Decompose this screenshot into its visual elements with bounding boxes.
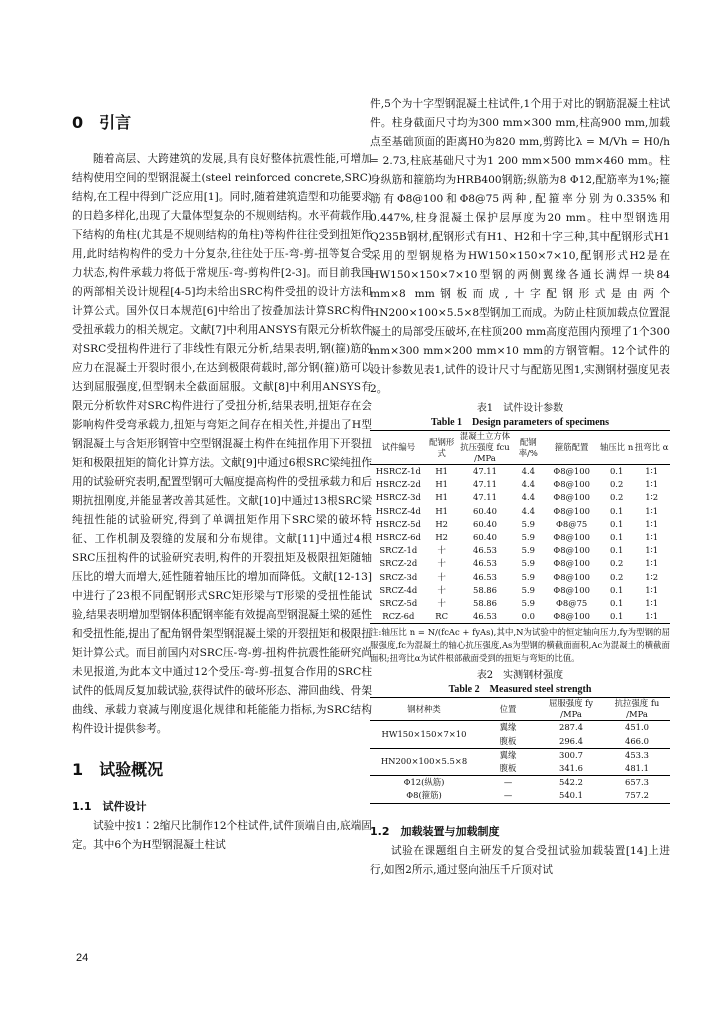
table1-row bbox=[370, 610, 670, 624]
table1-cell: H1 bbox=[435, 479, 448, 490]
table1-cell: 5.9 bbox=[521, 545, 535, 556]
table1-cell: SRCZ-5d bbox=[379, 598, 418, 609]
table2-cell: 451.0 bbox=[625, 722, 649, 733]
table2-cell: 466.0 bbox=[625, 735, 649, 746]
design-subheading: 1.1 试件设计 bbox=[72, 800, 147, 813]
table1-note: 注:轴压比 n = N/(fcAc + fyAs),其中,N为试验中的恒定轴向压力,fy为型钢的屈服强度,fc为混凝土的轴心抗压强度,As为型钢的横截面面积,Ac为混凝土的横截面面积;扭弯比α为试件根部截面受到的扭矩与弯矩的比值。 bbox=[370, 627, 670, 664]
table1-cell: Φ8@100 bbox=[553, 611, 590, 622]
table1-cell: 0.1 bbox=[609, 598, 624, 609]
table1-cell: 0.1 bbox=[609, 584, 624, 595]
table1-cell: 46.53 bbox=[472, 558, 497, 569]
table2-header: 位置 bbox=[499, 703, 517, 714]
table1-cell: 46.53 bbox=[472, 571, 497, 582]
table1-row bbox=[370, 531, 670, 544]
table1-cell: 5.9 bbox=[521, 532, 535, 543]
table1-cell: 60.40 bbox=[472, 505, 497, 516]
table1-cell: 46.53 bbox=[472, 611, 497, 622]
table1-row bbox=[370, 571, 670, 584]
loading-paragraph: 试验在课题组自主研发的复合受扭试验加载装置[14]上进行,如图2所示,通过竖向油压千斤顶对试 bbox=[370, 844, 670, 876]
table2-cell: Φ12(纵筋) bbox=[403, 777, 445, 788]
table1-row bbox=[370, 597, 670, 610]
table1 bbox=[370, 430, 670, 624]
table1-cell: 0.1 bbox=[609, 532, 624, 543]
table2-cell: — bbox=[503, 790, 513, 801]
table2-cell: 296.4 bbox=[559, 735, 583, 746]
table2-header: 钢材种类 bbox=[407, 703, 441, 714]
table1-row bbox=[370, 478, 670, 491]
table2-cell: 481.1 bbox=[625, 763, 649, 774]
table1-cell: 1∶1 bbox=[645, 532, 659, 543]
table1-cell: 5.9 bbox=[521, 558, 535, 569]
table1-cell: 1∶1 bbox=[645, 466, 659, 476]
table1-cell: Φ8@100 bbox=[553, 479, 590, 490]
experiment-heading: 1 试验概况 bbox=[72, 760, 164, 779]
table1-cell: 0.2 bbox=[609, 492, 624, 503]
table1-row bbox=[370, 491, 670, 504]
table1-row bbox=[370, 465, 670, 479]
table1-cell: RC bbox=[435, 611, 449, 622]
intro-heading: 0 引言 bbox=[72, 113, 132, 132]
table1-cell: HSRCZ-4d bbox=[375, 505, 421, 516]
table1-cell: 十 bbox=[437, 558, 446, 569]
table2-cell: 287.4 bbox=[559, 722, 583, 733]
table1-cell: 0.1 bbox=[609, 518, 624, 529]
table1-header: 混凝土立方体抗压强度 fcu /MPa bbox=[459, 431, 511, 463]
table2-row bbox=[370, 789, 670, 803]
table1-cell: 5.9 bbox=[521, 571, 535, 582]
table1-cell: SRCZ-4d bbox=[379, 584, 418, 595]
table1-cell: 十 bbox=[437, 545, 446, 556]
table1-cell: Φ8@100 bbox=[553, 492, 590, 503]
table1-cell: 60.40 bbox=[472, 532, 497, 543]
table2-cell: 341.6 bbox=[559, 763, 583, 774]
table1-cell: 十 bbox=[437, 598, 446, 609]
table1-cell: RCZ-6d bbox=[382, 611, 415, 622]
table1-cell: 0.2 bbox=[609, 479, 624, 490]
table2-cell: Φ8(箍筋) bbox=[406, 790, 442, 801]
table1-header: 配钢形式 bbox=[429, 436, 455, 458]
table1-cell: 0.1 bbox=[609, 466, 624, 476]
table1-cell: 十 bbox=[437, 584, 446, 595]
table1-header: 试件编号 bbox=[381, 442, 416, 452]
table2-cell: 542.2 bbox=[559, 777, 583, 788]
table1-cell: H2 bbox=[435, 532, 448, 543]
table2-cell: 翼缘 bbox=[499, 722, 517, 733]
table1-cell: 0.0 bbox=[521, 611, 535, 622]
table2-cell: 300.7 bbox=[559, 749, 583, 760]
design-paragraph: 试验中按1∶2缩尺比制作12个柱试件,试件顶端自由,底端固定。其中6个为H型钢混凝土柱试 bbox=[72, 820, 372, 851]
table1-cell: SRCZ-1d bbox=[379, 545, 418, 556]
table2-row bbox=[370, 748, 670, 762]
table2-cell: 腹板 bbox=[499, 763, 517, 774]
table1-cell: HSRCZ-3d bbox=[375, 492, 421, 503]
table1-cell: 5.9 bbox=[521, 584, 535, 595]
table1-cell: Φ8@100 bbox=[553, 545, 590, 556]
table1-cell: HSRCZ-6d bbox=[375, 532, 421, 543]
table1-cell: 60.40 bbox=[472, 518, 497, 529]
table1-cell: HSRCZ-1d bbox=[375, 466, 421, 476]
table1-row bbox=[370, 505, 670, 518]
table1-cell: 十 bbox=[437, 571, 446, 582]
table2-cell: 453.3 bbox=[625, 749, 649, 760]
table1-cell: 0.1 bbox=[609, 611, 624, 622]
table2-row bbox=[370, 776, 670, 790]
table1-cell: 1∶1 bbox=[645, 584, 659, 595]
table1-cell: Φ8@100 bbox=[553, 571, 590, 582]
table2 bbox=[370, 697, 670, 803]
table1-cell: 47.11 bbox=[472, 466, 497, 476]
table1-cell: 46.53 bbox=[472, 545, 497, 556]
table1-cell: Φ8@100 bbox=[553, 532, 590, 543]
table2-header: 抗拉强度 fu /MPa bbox=[614, 698, 660, 720]
table1-cell: 1∶1 bbox=[645, 558, 659, 569]
table2-cell: — bbox=[503, 777, 513, 788]
table1-cell: HSRCZ-2d bbox=[375, 479, 421, 490]
table1-cell: 1∶2 bbox=[645, 492, 659, 503]
table1-cell: 0.1 bbox=[609, 545, 624, 556]
table2-cell: 540.1 bbox=[559, 790, 583, 801]
left-column bbox=[72, 90, 372, 855]
table2-cell: HN200×100×5.5×8 bbox=[380, 756, 468, 767]
table1-cell: Φ8@100 bbox=[553, 505, 590, 516]
table1-row bbox=[370, 544, 670, 557]
table1-cell: 1∶1 bbox=[645, 518, 659, 529]
table1-cell: H1 bbox=[435, 492, 448, 503]
table2-cell: HW150×150×7×10 bbox=[381, 729, 467, 740]
intro-paragraph: 随着高层、大跨建筑的发展,具有良好整体抗震性能,可增加结构使用空间的型钢混凝土(steel reinforced concrete,SRC)结构,在工程中得到广泛应用[1]。同时,随着建筑造型和功能要求的日趋多样化,出现了大量体型复杂的不规则结构。水平荷载作用下结构的角柱(尤其是不规则结构的角柱)等构件往往受到扭矩作用,此时结构构件的受力十分复杂,往往处于压-弯-剪-扭等复合受力状态,构件承载力将低于常规压-弯-剪构件[2-3]。而目前我国的两部相关设计规程[4-5]均未给出SRC构件受扭的设计方法和计算公式。国外仅日本规范[6]中给出了按叠加法计算SRC构件受扭承载力的相关规定。文献[7]中利用ANSYS有限元分析软件对SRC受扭构件进行了非线性有限元分析,结果表明,钢(箍)筋的应力在混凝土开裂时很小,在达到极限荷载时,部分钢(箍)筋可以达到屈服强度,但型钢未全截面屈服。文献[8]中利用ANSYS有限元分析软件对SRC构件进行了受扭分析,结果表明,扭矩存在会影响构件受弯承载力,扭矩与弯矩之间存在相关性,并提出了H型钢混凝土与含矩形钢管中空型钢混凝土构件在纯扭作用下开裂扭矩和极限扭矩的简化计算方法。文献[9]中通过6根SRC梁纯扭作用的试验研究表明,配置型钢可大幅度提高构件的受扭承载力和后期抗扭刚度,并能显著改善其延性。文献[10]中通过13根SRC梁纯扭性能的试验研究,得到了单调扭矩作用下SRC梁的破坏特征、工作机制及裂缝的发展和分布规律。文献[11]中通过4根SRC压扭构件的试验研究表明,构件的开裂扭矩及极限扭矩随轴压比的增大而增大,延性随着轴压比的增加而降低。文献[12-13]中进行了23根不同配钢形式SRC矩形梁与T形梁的受扭性能试验,结果表明增加型钢体积配钢率能有效提高型钢混凝土梁的延性和受扭性能,提出了配角钢骨架型钢混凝土梁的开裂扭矩和极限扭矩计算公式。而目前国内对SRC压-弯-剪-扭构件抗震性能研究尚未见报道,为此本文中通过12个受压-弯-剪-扭复合作用的SRC柱试件的低周反复加载试验,获得试件的破坏形态、滞回曲线、骨架曲线、承载力衰减与刚度退化规律和耗能能力指标,为SRC结构构件设计提供参考。 bbox=[72, 153, 372, 735]
table1-cell: 0.1 bbox=[609, 505, 624, 516]
table1-cell: 1∶2 bbox=[645, 571, 659, 582]
table1-body bbox=[370, 465, 670, 624]
table1-cell: 47.11 bbox=[472, 479, 497, 490]
table1-cell: 1∶1 bbox=[645, 611, 659, 622]
table1-cell: Φ8@100 bbox=[553, 558, 590, 569]
right-column bbox=[370, 95, 670, 880]
table1-cell: 0.2 bbox=[609, 571, 624, 582]
table1-cell: SRCZ-3d bbox=[379, 571, 418, 582]
table1-header-row bbox=[370, 431, 670, 465]
table1-cell: 5.9 bbox=[521, 598, 535, 609]
table2-row bbox=[370, 721, 670, 735]
table1-cell: 47.11 bbox=[472, 492, 497, 503]
table2-cell: 翼缘 bbox=[499, 749, 517, 760]
table1-header: 扭弯比 α bbox=[634, 442, 669, 452]
table1-cell: 1∶1 bbox=[645, 598, 659, 609]
table2-cell: 657.3 bbox=[625, 777, 649, 788]
table1-cell: 5.9 bbox=[521, 518, 535, 529]
table1-cell: 4.4 bbox=[521, 492, 535, 503]
table1-cell: 58.86 bbox=[472, 584, 497, 595]
table2-caption-en: Table 2 Measured steel strength bbox=[448, 684, 592, 696]
table1-cell: SRCZ-2d bbox=[379, 558, 418, 569]
table1-cell: HSRCZ-5d bbox=[375, 518, 421, 529]
table2-header: 屈服强度 fy /MPa bbox=[549, 698, 593, 720]
table2-cell: 757.2 bbox=[625, 790, 649, 801]
table1-cell: H2 bbox=[435, 518, 448, 529]
table1-header: 配钢率/% bbox=[518, 436, 538, 458]
table2-body bbox=[370, 721, 670, 803]
table1-cell: 1∶1 bbox=[645, 505, 659, 516]
table2-caption-cn: 表2 实测钢材强度 bbox=[476, 670, 564, 682]
table1-cell: H1 bbox=[435, 466, 448, 476]
table1-cell: 1∶1 bbox=[645, 479, 659, 490]
table1-cell: Φ8@75 bbox=[556, 598, 588, 609]
table1-caption-en: Table 1 Design parameters of specimens bbox=[431, 417, 609, 428]
table1-header: 箍筋配置 bbox=[554, 442, 589, 452]
table1-row bbox=[370, 584, 670, 597]
loading-subheading: 1.2 加载装置与加载制度 bbox=[370, 824, 500, 838]
table1-cell: 1∶1 bbox=[645, 545, 659, 556]
table1-row bbox=[370, 518, 670, 531]
table1-cell: 4.4 bbox=[521, 505, 535, 516]
table1-cell: 4.4 bbox=[521, 479, 535, 490]
table1-cell: Φ8@100 bbox=[553, 466, 590, 476]
table1-cell: H1 bbox=[435, 505, 448, 516]
table2-header-row bbox=[370, 698, 670, 721]
table1-cell: 58.86 bbox=[472, 598, 497, 609]
table1-cell: Φ8@100 bbox=[553, 584, 590, 595]
table1-cell: 4.4 bbox=[521, 466, 535, 476]
table2-cell: 腹板 bbox=[499, 735, 517, 746]
table1-cell: 0.2 bbox=[609, 558, 624, 569]
table1-caption-cn: 表1 试件设计参数 bbox=[476, 403, 564, 414]
specimen-paragraph: 件,5个为十字型钢混凝土柱试件,1个用于对比的钢筋混凝土柱试件。柱身截面尺寸均为300 mm×300 mm,柱高900 mm,加载点至基础顶面的距离H0为820 mm,剪跨比λ = M/Vh = H0/h = 2.73,柱底基础尺寸为1 200 mm×500 mm×460 mm。柱身纵筋和箍筋均为HRB400钢筋;纵筋为8 Φ12,配筋率为1%;箍筋有Φ8@100和Φ8@75两种,配箍率分别为0.335%和0.447%,柱身混凝土保护层厚度为20 mm。柱中型钢选用Q235B钢材,配钢形式有H1、H2和十字三种,其中配钢形式H1采用的型钢规格为HW150×150×7×10,配钢形式H2是在HW150×150×7×10型钢的两侧翼缘各通长满焊一块84 mm×8 mm钢板而成,十字配钢形式是由两个HN200×100×5.5×8型钢加工而成。为防止柱顶加载点位置混凝土的局部受压破坏,在柱顶200 mm高度范围内预埋了1个300 mm×300 mm×200 mm×10 mm的方钢管帽。12个试件的设计参数见表1,试件的设计尺寸与配筋见图1,实测钢材强度见表2。 bbox=[370, 98, 670, 395]
page-number: 24 bbox=[76, 952, 89, 964]
table1-header: 轴压比 n bbox=[600, 442, 634, 452]
table1-cell: Φ8@75 bbox=[556, 518, 588, 529]
table1-row bbox=[370, 557, 670, 570]
